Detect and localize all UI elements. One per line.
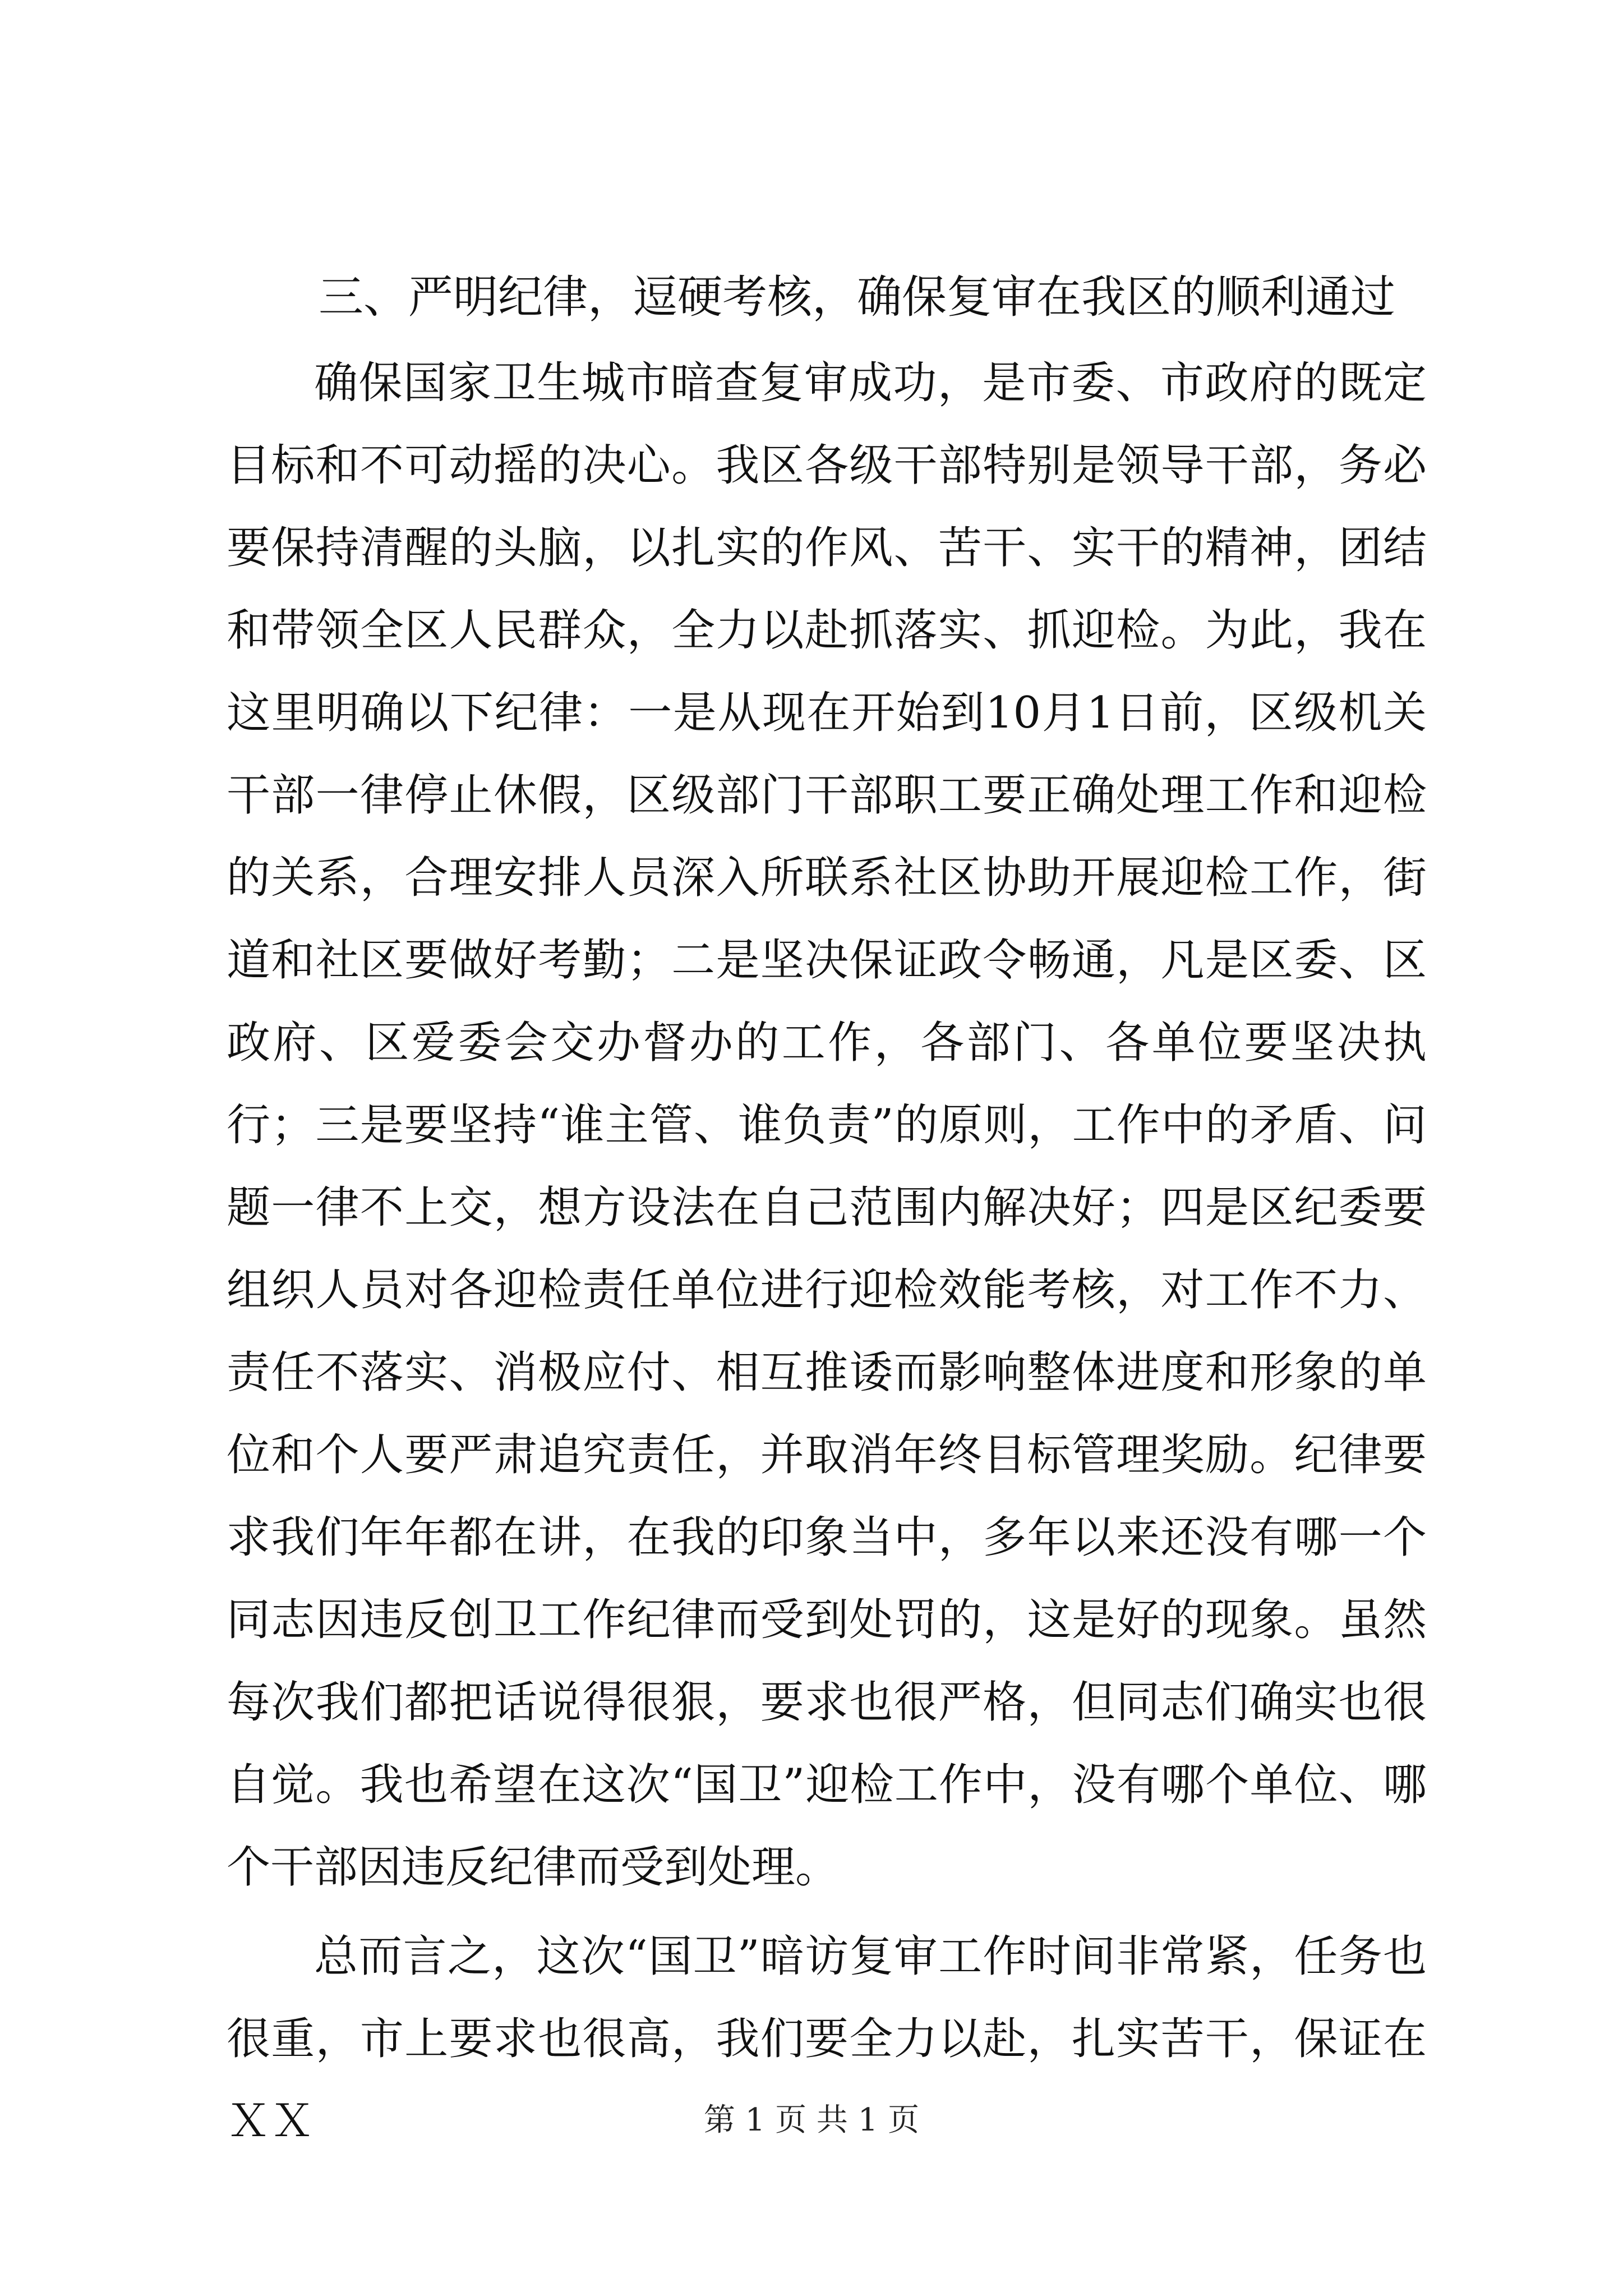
- paragraph-discipline: 确保国家卫生城市暗查复审成功，是市委、市政府的既定目标和不可动摇的决心。我区各级干部特别是领导干部，务必要保持清醒的头脑，以扎实的作风、苦干、实干的精神，团结和带领全区人民群众，全力以赴抓落实、抓迎检。为此，我在这里明确以下纪律：一是从现在开始到10月1日前，区级机关干部一律停止休假，区级部门干部职工要正确处理工作和迎检的关系，合理安排人员深入所联系社区协助开展迎检工作，街道和社区要做好考勤；二是坚决保证政令畅通，凡是区委、区政府、区爱委会交办督办的工作，各部门、各单位要坚决执行；三是要坚持“谁主管、谁负责”的原则，工作中的矛盾、问题一律不上交，想方设法在自己范围内解决好；四是区纪委要组织人员对各迎检责任单位进行迎检效能考核，对工作不力、责任不落实、消极应付、相互推诿而影响整体进度和形象的单位和个人要严肃追究责任，并取消年终目标管理奖励。纪律要求我们年年都在讲，在我的印象当中，多年以来还没有哪一个同志因违反创卫工作纪律而受到处罚的，这是好的现象。虽然每次我们都把话说得很狠，要求也很严格，但同志们确实也很自觉。我也希望在这次“国卫”迎检工作中，没有哪个单位、哪个干部因违反纪律而受到处理。: [227, 358, 1427, 1893]
- section-heading: 三、严明纪律，逗硬考核，确保复审在我区的顺利通过: [319, 271, 1395, 323]
- page-number-footer: 第 1 页 共 1 页: [703, 2102, 920, 2138]
- paragraph-summary: 总而言之，这次“国卫”暗访复审工作时间非常紧，任务也很重，市上要求也很高，我们要全力以赴，扎实苦干，保证在ＸＸ: [227, 1931, 1427, 2147]
- document-body: [227, 342, 1427, 2163]
